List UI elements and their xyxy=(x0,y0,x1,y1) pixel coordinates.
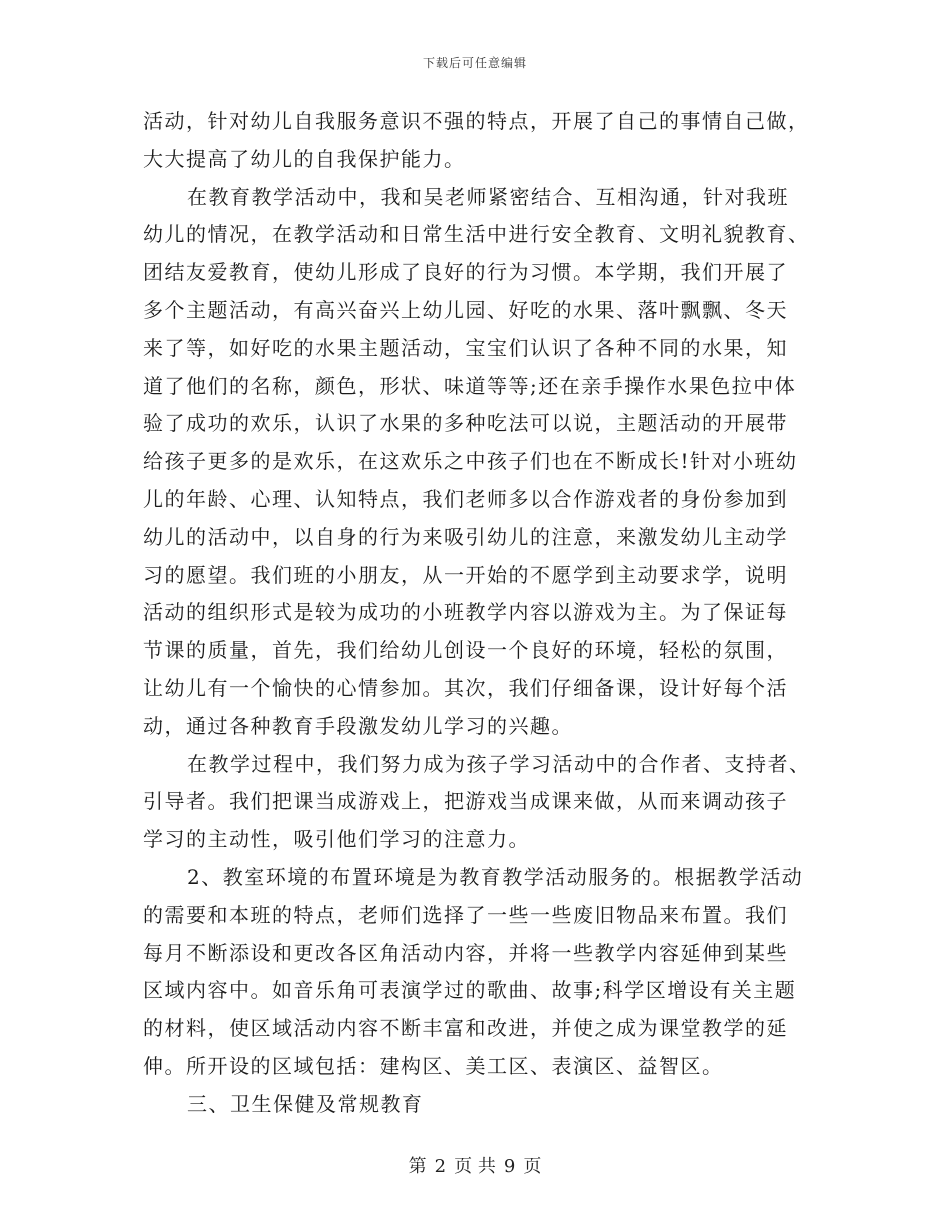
text-line: 验了成功的欢乐，认识了水果的多种吃法可以说，主题活动的开展带 xyxy=(143,411,788,436)
text-line: 儿的年龄、心理、认知特点，我们老师多以合作游戏者的身份参加到 xyxy=(143,486,788,511)
text-line: 动，通过各种教育手段激发幼儿学习的兴趣。 xyxy=(143,713,573,738)
page-header: 下载后可任意编辑 xyxy=(422,56,527,70)
text-line: 区域内容中。如音乐角可表演学过的歌曲、故事;科学区增设有关主题 xyxy=(143,978,797,1003)
text-line: 在教学过程中，我们努力成为孩子学习活动中的合作者、支持者、 xyxy=(187,751,811,776)
text-line: 幼儿的情况，在教学活动和日常生活中进行安全教育、文明礼貌教育、 xyxy=(143,222,810,247)
text-line: 活动的组织形式是较为成功的小班教学内容以游戏为主。为了保证每 xyxy=(143,600,788,625)
text-line: 来了等，如好吃的水果主题活动，宝宝们认识了各种不同的水果，知 xyxy=(143,335,788,360)
text-line: 伸。所开设的区域包括：建构区、美工区、表演区、益智区。 xyxy=(143,1053,724,1078)
page-footer xyxy=(0,1152,950,1178)
text-line: 的材料，使区域活动内容不断丰富和改进，并使之成为课堂教学的延 xyxy=(143,1016,788,1041)
footer-total-pages: 9 xyxy=(503,1156,516,1177)
text-line: 引导者。我们把课当成游戏上，把游戏当成课来做，从而来调动孩子 xyxy=(143,789,788,814)
footer-prefix: 第 xyxy=(408,1156,427,1177)
text-line: 2、教室环境的布置环境是为教育教学活动服务的。根据教学活动 xyxy=(187,864,804,889)
footer-suffix: 页 xyxy=(523,1156,542,1177)
footer-mid: 页 共 xyxy=(454,1156,496,1177)
text-line: 给孩子更多的是欢乐，在这欢乐之中孩子们也在不断成长!针对小班幼 xyxy=(143,449,798,474)
text-line: 幼儿的活动中，以自身的行为来吸引幼儿的注意，来激发幼儿主动学 xyxy=(143,524,788,549)
text-line: 习的愿望。我们班的小朋友，从一开始的不愿学到主动要求学，说明 xyxy=(143,562,788,587)
text-line: 节课的质量，首先，我们给幼儿创设一个良好的环境，轻松的氛围， xyxy=(143,638,788,663)
footer-page-number: 2 xyxy=(434,1156,447,1177)
text-line: 每月不断添设和更改各区角活动内容，并将一些教学内容延伸到某些 xyxy=(143,940,788,965)
text-line: 多个主题活动，有高兴奋兴上幼儿园、好吃的水果、落叶飘飘、冬天 xyxy=(143,297,788,322)
text-line: 的需要和本班的特点，老师们选择了一些一些废旧物品来布置。我们 xyxy=(143,902,788,927)
text-line: 团结友爱教育，使幼儿形成了良好的行为习惯。本学期，我们开展了 xyxy=(143,260,788,285)
document-body xyxy=(143,103,811,1124)
text-line: 大大提高了幼儿的自我保护能力。 xyxy=(143,146,466,171)
text-line: 让幼儿有一个愉快的心情参加。其次，我们仔细备课，设计好每个活 xyxy=(143,675,788,700)
text-line: 在教育教学活动中，我和吴老师紧密结合、互相沟通，针对我班 xyxy=(187,184,789,209)
text-line: 活动，针对幼儿自我服务意识不强的特点，开展了自己的事情自己做， xyxy=(143,109,810,133)
text-line: 学习的主动性，吸引他们学习的注意力。 xyxy=(143,827,530,852)
text-line: 道了他们的名称，颜色，形状、味道等等;还在亲手操作水果色拉中体 xyxy=(143,373,797,398)
text-line: 三、卫生保健及常规教育 xyxy=(187,1091,424,1116)
